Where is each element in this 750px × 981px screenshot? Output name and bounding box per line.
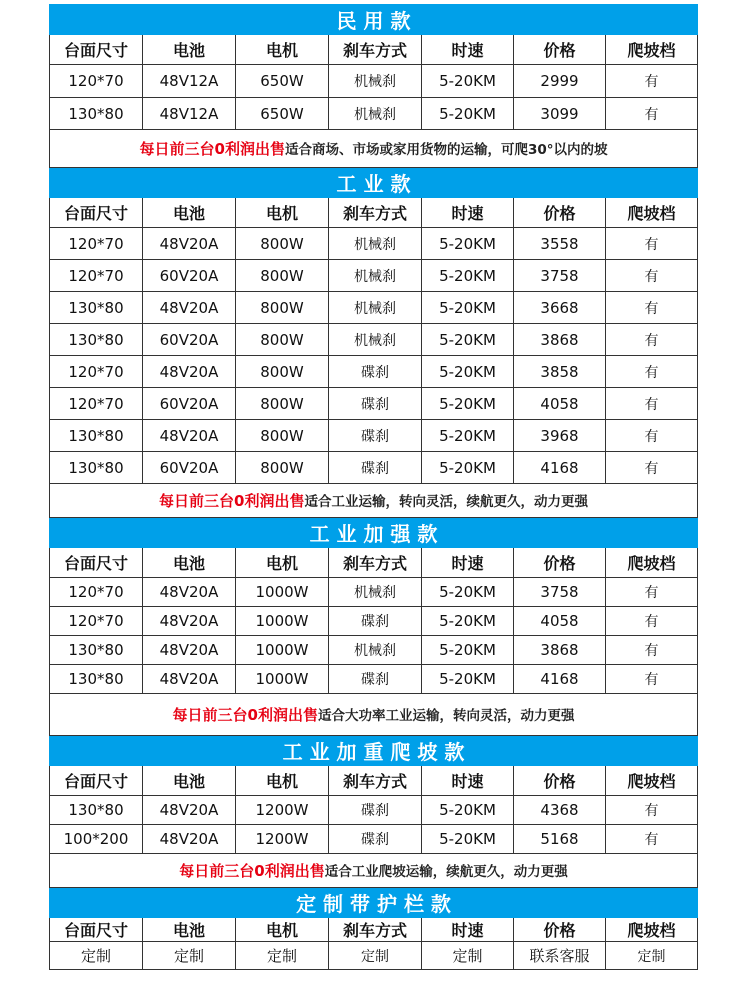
table-cell: 5168 [514,825,606,854]
table-cell: 3558 [514,228,606,260]
table-cell: 120*70 [50,607,143,636]
table-cell: 有 [606,356,698,388]
section-title-row [50,736,698,766]
promo-highlight: 每日前三台0利润出售 [139,140,285,158]
column-header: 电池 [143,548,236,578]
table-cell: 有 [606,388,698,420]
promo-highlight: 每日前三台0利润出售 [159,492,305,510]
table-cell: 5-20KM [422,65,514,98]
header-row [50,766,698,796]
table-cell: 机械刹 [329,578,422,607]
promo-description: 适合商场、市场或家用货物的运输，可爬30°以内的坡 [284,142,608,158]
table-cell: 联系客服 [514,942,606,970]
table-cell: 5-20KM [422,607,514,636]
table-cell: 48V20A [143,578,236,607]
table-cell: 5-20KM [422,324,514,356]
column-header: 刹车方式 [329,918,422,942]
section-note [50,130,698,168]
column-header: 爬坡档 [606,766,698,796]
table-cell: 定制 [329,942,422,970]
section-note-row [50,694,698,736]
column-header: 爬坡档 [606,918,698,942]
table-cell: 3858 [514,356,606,388]
column-header: 时速 [422,198,514,228]
table-cell: 5-20KM [422,665,514,694]
table-cell: 2999 [514,65,606,98]
column-header: 时速 [422,918,514,942]
table-cell: 48V20A [143,228,236,260]
column-header: 电池 [143,766,236,796]
table-cell: 定制 [422,942,514,970]
column-header: 电池 [143,35,236,65]
section-note [50,854,698,888]
table-cell: 130*80 [50,420,143,452]
section-title-row [50,5,698,35]
section-note-row [50,130,698,168]
table-row [50,388,698,420]
table-cell: 3868 [514,324,606,356]
column-header: 刹车方式 [329,766,422,796]
table-cell: 机械刹 [329,324,422,356]
table-cell: 机械刹 [329,260,422,292]
table-cell: 有 [606,98,698,130]
table-cell: 130*80 [50,324,143,356]
column-header: 爬坡档 [606,198,698,228]
table-cell: 碟刹 [329,825,422,854]
table-cell: 130*80 [50,292,143,324]
table-cell: 5-20KM [422,356,514,388]
column-header: 刹车方式 [329,548,422,578]
table-cell: 有 [606,292,698,324]
table-cell: 碟刹 [329,388,422,420]
header-row [50,548,698,578]
table-cell: 有 [606,65,698,98]
promo-description: 适合工业运输，转向灵活，续航更久，动力更强 [304,494,588,510]
table-cell: 1000W [236,578,329,607]
table-cell: 130*80 [50,452,143,484]
table-cell: 130*80 [50,98,143,130]
table-cell: 5-20KM [422,388,514,420]
table-cell: 有 [606,665,698,694]
table-cell: 800W [236,324,329,356]
table-cell: 48V20A [143,420,236,452]
table-cell: 有 [606,636,698,665]
table-cell: 800W [236,452,329,484]
table-cell: 60V20A [143,260,236,292]
column-header: 价格 [514,548,606,578]
table-cell: 120*70 [50,228,143,260]
table-cell: 5-20KM [422,260,514,292]
table-cell: 定制 [606,942,698,970]
column-header: 价格 [514,198,606,228]
table-cell: 48V20A [143,636,236,665]
table-cell: 100*200 [50,825,143,854]
table-cell: 有 [606,578,698,607]
table-cell: 3099 [514,98,606,130]
table-cell: 120*70 [50,578,143,607]
table-cell: 650W [236,98,329,130]
column-header: 电机 [236,198,329,228]
column-header: 电机 [236,766,329,796]
header-row [50,35,698,65]
table-row [50,942,698,970]
table-cell: 48V20A [143,796,236,825]
table-cell: 定制 [50,942,143,970]
section-title-row [50,888,698,918]
table-cell: 4168 [514,665,606,694]
table-cell: 120*70 [50,356,143,388]
table-cell: 5-20KM [422,98,514,130]
section-note [50,694,698,736]
table-cell: 60V20A [143,324,236,356]
table-row [50,825,698,854]
column-header: 时速 [422,35,514,65]
table-cell: 5-20KM [422,636,514,665]
table-row [50,420,698,452]
table-row [50,665,698,694]
table-cell: 碟刹 [329,420,422,452]
section-note-row [50,484,698,518]
table-row [50,228,698,260]
table-cell: 48V20A [143,825,236,854]
table-cell: 1200W [236,825,329,854]
table-row [50,607,698,636]
table-cell: 5-20KM [422,420,514,452]
table-row [50,578,698,607]
section-title-row [50,518,698,548]
table-cell: 碟刹 [329,796,422,825]
table-cell: 3868 [514,636,606,665]
table-cell: 130*80 [50,796,143,825]
table-cell: 5-20KM [422,825,514,854]
section-title: 工 业 加 强 款 [50,518,698,548]
table-cell: 碟刹 [329,607,422,636]
section-title: 定 制 带 护 栏 款 [50,888,698,918]
table-cell: 48V20A [143,607,236,636]
column-header: 台面尺寸 [50,766,143,796]
table-cell: 60V20A [143,452,236,484]
column-header: 电池 [143,198,236,228]
column-header: 台面尺寸 [50,918,143,942]
table-cell: 120*70 [50,388,143,420]
table-cell: 5-20KM [422,578,514,607]
table-cell: 48V20A [143,292,236,324]
table-cell: 60V20A [143,388,236,420]
table-cell: 有 [606,228,698,260]
table-cell: 800W [236,356,329,388]
column-header: 爬坡档 [606,548,698,578]
column-header: 时速 [422,766,514,796]
table-cell: 有 [606,324,698,356]
header-row [50,918,698,942]
table-cell: 机械刹 [329,292,422,324]
table-cell: 机械刹 [329,636,422,665]
promo-highlight: 每日前三台0利润出售 [179,862,325,880]
table-cell: 机械刹 [329,98,422,130]
column-header: 爬坡档 [606,35,698,65]
section-title-row [50,168,698,198]
table-cell: 800W [236,260,329,292]
table-cell: 5-20KM [422,452,514,484]
column-header: 电机 [236,918,329,942]
promo-description: 适合工业爬坡运输，续航更久，动力更强 [324,864,568,880]
table-cell: 定制 [143,942,236,970]
table-cell: 定制 [236,942,329,970]
price-sheet [49,4,697,970]
column-header: 刹车方式 [329,198,422,228]
section-title: 工 业 加 重 爬 坡 款 [50,736,698,766]
column-header: 电机 [236,548,329,578]
table-cell: 120*70 [50,65,143,98]
table-cell: 4168 [514,452,606,484]
table-row [50,324,698,356]
table-cell: 5-20KM [422,292,514,324]
table-row [50,260,698,292]
column-header: 价格 [514,766,606,796]
table-cell: 碟刹 [329,452,422,484]
column-header: 台面尺寸 [50,548,143,578]
promo-highlight: 每日前三台0利润出售 [172,706,318,724]
table-row [50,98,698,130]
table-cell: 120*70 [50,260,143,292]
table-cell: 3668 [514,292,606,324]
header-row [50,198,698,228]
table-cell: 3968 [514,420,606,452]
table-cell: 800W [236,420,329,452]
table-row [50,292,698,324]
table-cell: 3758 [514,260,606,292]
table-cell: 1000W [236,665,329,694]
table-cell: 5-20KM [422,228,514,260]
table-cell: 3758 [514,578,606,607]
table-cell: 48V20A [143,665,236,694]
table-cell: 有 [606,825,698,854]
column-header: 电机 [236,35,329,65]
table-cell: 5-20KM [422,796,514,825]
section-title: 工 业 款 [50,168,698,198]
column-header: 台面尺寸 [50,35,143,65]
table-row [50,356,698,388]
section-note [50,484,698,518]
table-cell: 机械刹 [329,228,422,260]
section-title: 民 用 款 [50,5,698,35]
table-cell: 有 [606,420,698,452]
table-cell: 650W [236,65,329,98]
table-cell: 800W [236,228,329,260]
table-cell: 48V12A [143,98,236,130]
table-row [50,65,698,98]
column-header: 台面尺寸 [50,198,143,228]
table-cell: 48V12A [143,65,236,98]
table-cell: 1000W [236,636,329,665]
table-cell: 130*80 [50,636,143,665]
table-cell: 48V20A [143,356,236,388]
table-cell: 有 [606,452,698,484]
column-header: 价格 [514,918,606,942]
table-row [50,636,698,665]
table-cell: 1000W [236,607,329,636]
table-cell: 碟刹 [329,356,422,388]
table-cell: 碟刹 [329,665,422,694]
column-header: 价格 [514,35,606,65]
table-cell: 800W [236,292,329,324]
promo-description: 适合大功率工业运输，转向灵活，动力更强 [317,708,575,724]
table-row [50,796,698,825]
table-cell: 1200W [236,796,329,825]
table-row [50,452,698,484]
table-cell: 4368 [514,796,606,825]
spec-table [49,4,698,970]
section-note-row [50,854,698,888]
table-cell: 4058 [514,388,606,420]
table-cell: 有 [606,260,698,292]
table-cell: 800W [236,388,329,420]
table-cell: 130*80 [50,665,143,694]
table-cell: 机械刹 [329,65,422,98]
column-header: 时速 [422,548,514,578]
table-cell: 有 [606,796,698,825]
column-header: 刹车方式 [329,35,422,65]
column-header: 电池 [143,918,236,942]
table-cell: 有 [606,607,698,636]
table-cell: 4058 [514,607,606,636]
